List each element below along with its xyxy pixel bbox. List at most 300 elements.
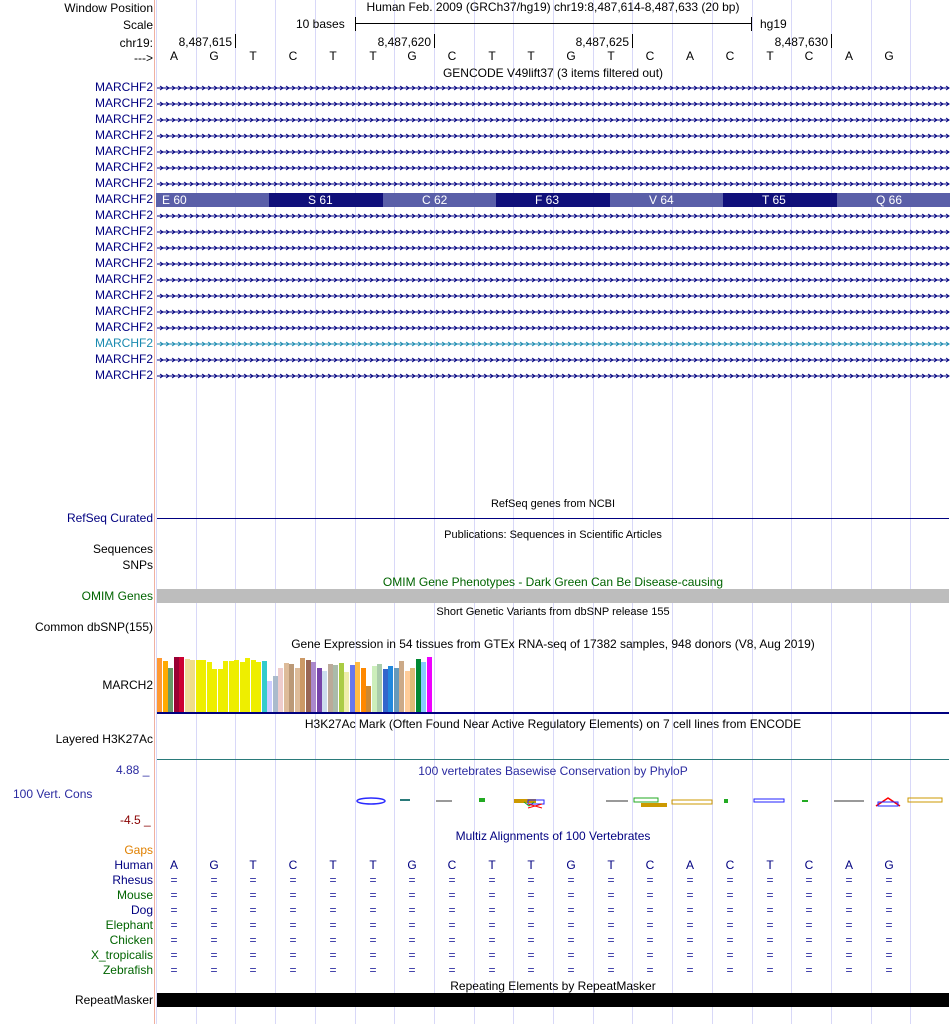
omim-feature[interactable] bbox=[157, 589, 949, 603]
human-base: A bbox=[844, 858, 853, 872]
alignment-match: = bbox=[805, 873, 813, 887]
gencode-row-label[interactable]: MARCHF2 bbox=[94, 352, 153, 366]
alignment-match: = bbox=[369, 888, 377, 902]
alignment-match: = bbox=[766, 888, 774, 902]
gencode-row-label[interactable]: MARCHF2 bbox=[94, 240, 153, 254]
alignment-match: = bbox=[488, 903, 496, 917]
gtex-title: Gene Expression in 54 tissues from GTEx RNA-seq of 17382 samples, 948 donors (V8, Aug 2019) bbox=[291, 637, 815, 651]
gtex-bar[interactable] bbox=[377, 664, 382, 712]
alignment-match: = bbox=[567, 963, 575, 977]
gencode-row-label[interactable]: MARCHF2 bbox=[94, 112, 153, 126]
alignment-match: = bbox=[289, 918, 297, 932]
dbsnp-label[interactable]: Common dbSNP(155) bbox=[34, 620, 153, 634]
scale-text: 10 bases bbox=[296, 17, 345, 31]
species-label[interactable]: Dog bbox=[130, 903, 153, 917]
base: A bbox=[169, 49, 178, 63]
gencode-intron-line[interactable] bbox=[156, 81, 950, 95]
gtex-bar[interactable] bbox=[179, 657, 184, 712]
assembly-title: Human Feb. 2009 (GRCh37/hg19) chr19:8,487,614-8,487,633 (20 bp) bbox=[366, 0, 740, 14]
alignment-match: = bbox=[805, 933, 813, 947]
omim-title: OMIM Gene Phenotypes - Dark Green Can Be Disease-causing bbox=[382, 575, 724, 589]
alignment-match: = bbox=[170, 903, 178, 917]
alignment-match: = bbox=[488, 963, 496, 977]
alignment-match: = bbox=[845, 903, 853, 917]
alignment-match: = bbox=[170, 963, 178, 977]
alignment-match: = bbox=[210, 963, 218, 977]
alignment-match: = bbox=[726, 963, 734, 977]
human-base: T bbox=[249, 858, 257, 872]
alignment-match: = bbox=[249, 948, 257, 962]
alignment-match: = bbox=[488, 888, 496, 902]
coord-label: 8,487,625 bbox=[575, 35, 629, 49]
codon-label: E 60 bbox=[162, 193, 187, 207]
gencode-intron-line[interactable] bbox=[156, 369, 950, 383]
alignment-match: = bbox=[369, 933, 377, 947]
alignment-match: = bbox=[646, 888, 654, 902]
publications-label-sequences[interactable]: Sequences bbox=[92, 542, 153, 556]
alignment-match: = bbox=[766, 963, 774, 977]
base: G bbox=[884, 49, 894, 63]
codon-label: V 64 bbox=[649, 193, 674, 207]
human-base: T bbox=[369, 858, 377, 872]
phylop-mark bbox=[357, 798, 950, 808]
phylop-label[interactable]: 100 Vert. Cons bbox=[13, 787, 93, 801]
human-base: C bbox=[725, 858, 735, 872]
publications-title: Publications: Sequences in Scientific Articles bbox=[444, 529, 662, 541]
alignment-match: = bbox=[766, 918, 774, 932]
base: T bbox=[527, 49, 535, 63]
gtex-bar[interactable] bbox=[421, 662, 426, 712]
human-base: G bbox=[566, 858, 576, 872]
gencode-row-label[interactable]: MARCHF2 bbox=[94, 336, 153, 350]
base: G bbox=[407, 49, 417, 63]
alignment-match: = bbox=[766, 948, 774, 962]
alignment-match: = bbox=[408, 888, 416, 902]
scale-label: Scale bbox=[122, 18, 153, 32]
base: T bbox=[249, 49, 257, 63]
gencode-row-label[interactable]: MARCHF2 bbox=[94, 160, 153, 174]
window-position-label: Window Position bbox=[64, 1, 153, 15]
alignment-match: = bbox=[766, 873, 774, 887]
alignment-match: = bbox=[567, 933, 575, 947]
gtex-bar[interactable] bbox=[300, 658, 305, 712]
alignment-match: = bbox=[805, 903, 813, 917]
species-label[interactable]: Mouse bbox=[116, 888, 153, 902]
codon-label: S 61 bbox=[308, 193, 333, 207]
coord-tick bbox=[831, 34, 832, 48]
alignment-match: = bbox=[408, 873, 416, 887]
phylop-max: 4.88 _ bbox=[116, 763, 150, 777]
gencode-intron-line[interactable] bbox=[156, 241, 950, 255]
dbsnp-title: Short Genetic Variants from dbSNP release 155 bbox=[436, 606, 670, 618]
alignment-match: = bbox=[646, 903, 654, 917]
species-label[interactable]: Elephant bbox=[105, 918, 153, 932]
alignment-match: = bbox=[845, 933, 853, 947]
alignment-match: = bbox=[607, 903, 615, 917]
alignment-match: = bbox=[607, 933, 615, 947]
gtex-bar[interactable] bbox=[322, 671, 327, 712]
alignment-match: = bbox=[567, 903, 575, 917]
alignment-match: = bbox=[249, 918, 257, 932]
alignment-match: = bbox=[726, 873, 734, 887]
gtex-bar[interactable] bbox=[388, 666, 393, 712]
gtex-label[interactable]: MARCH2 bbox=[102, 678, 153, 692]
alignment-match: = bbox=[329, 963, 337, 977]
alignment-match: = bbox=[408, 948, 416, 962]
gencode-intron-line[interactable] bbox=[156, 161, 950, 175]
species-label[interactable]: Chicken bbox=[109, 933, 153, 947]
coord-label: 8,487,620 bbox=[377, 35, 431, 49]
coord-tick bbox=[434, 34, 435, 48]
scale-bar-left-tick bbox=[355, 17, 356, 31]
codon[interactable] bbox=[383, 193, 497, 207]
gtex-bar[interactable] bbox=[234, 660, 239, 712]
gencode-row-label[interactable]: MARCHF2 bbox=[94, 304, 153, 318]
alignment-match: = bbox=[210, 903, 218, 917]
alignment-match: = bbox=[210, 888, 218, 902]
gtex-bar[interactable] bbox=[289, 664, 294, 712]
alignment-match: = bbox=[170, 948, 178, 962]
alignment-match: = bbox=[527, 918, 535, 932]
human-base: C bbox=[645, 858, 655, 872]
gtex-bar[interactable] bbox=[245, 658, 250, 712]
base: T bbox=[488, 49, 496, 63]
alignment-match: = bbox=[408, 963, 416, 977]
gtex-bar[interactable] bbox=[267, 681, 272, 712]
h3k27ac-label[interactable]: Layered H3K27Ac bbox=[55, 732, 153, 746]
alignment-match: = bbox=[170, 873, 178, 887]
omim-label[interactable]: OMIM Genes bbox=[81, 589, 153, 603]
gtex-bar[interactable] bbox=[201, 660, 206, 712]
alignment-match: = bbox=[686, 888, 694, 902]
gtex-bar[interactable] bbox=[190, 660, 195, 712]
gtex-bar[interactable] bbox=[168, 668, 173, 712]
alignment-match: = bbox=[766, 933, 774, 947]
gencode-row-label[interactable]: MARCHF2 bbox=[94, 192, 153, 206]
alignment-match: = bbox=[369, 963, 377, 977]
human-base: C bbox=[288, 858, 298, 872]
phylop-title: 100 vertebrates Basewise Conservation by PhyloP bbox=[418, 764, 688, 778]
repeatmasker-feature[interactable] bbox=[157, 993, 949, 1007]
alignment-match: = bbox=[726, 918, 734, 932]
alignment-match: = bbox=[646, 873, 654, 887]
gencode-intron-line[interactable] bbox=[156, 97, 950, 111]
human-base: T bbox=[488, 858, 496, 872]
alignment-match: = bbox=[726, 888, 734, 902]
codon[interactable] bbox=[610, 193, 724, 207]
gencode-row-label[interactable]: MARCHF2 bbox=[94, 224, 153, 238]
human-base: C bbox=[804, 858, 814, 872]
alignment-match: = bbox=[488, 933, 496, 947]
alignment-match: = bbox=[329, 903, 337, 917]
gencode-intron-line[interactable] bbox=[156, 257, 950, 271]
alignment-match: = bbox=[170, 933, 178, 947]
alignment-match: = bbox=[527, 873, 535, 887]
alignment-match: = bbox=[289, 933, 297, 947]
gtex-bar[interactable] bbox=[344, 672, 349, 712]
human-base: T bbox=[766, 858, 774, 872]
phylop-min: -4.5 _ bbox=[120, 813, 151, 827]
refseq-feature[interactable] bbox=[157, 518, 949, 519]
scale-bar-right-tick bbox=[751, 17, 752, 31]
gencode-row-label[interactable]: MARCHF2 bbox=[94, 320, 153, 334]
refseq-label[interactable]: RefSeq Curated bbox=[66, 511, 153, 525]
gtex-bar[interactable] bbox=[212, 669, 217, 712]
species-label[interactable]: Rhesus bbox=[112, 873, 153, 887]
gtex-bar[interactable] bbox=[157, 658, 162, 712]
codon[interactable] bbox=[496, 193, 610, 207]
alignment-match: = bbox=[289, 903, 297, 917]
alignment-match: = bbox=[845, 963, 853, 977]
refseq-title: RefSeq genes from NCBI bbox=[490, 498, 616, 510]
alignment-match: = bbox=[369, 873, 377, 887]
alignment-match: = bbox=[726, 933, 734, 947]
alignment-match: = bbox=[210, 873, 218, 887]
alignment-match: = bbox=[408, 903, 416, 917]
alignment-match: = bbox=[289, 948, 297, 962]
gencode-intron-line[interactable] bbox=[156, 305, 950, 319]
gencode-row-label[interactable]: MARCHF2 bbox=[94, 272, 153, 286]
coord-label: 8,487,615 bbox=[178, 35, 232, 49]
alignment-match: = bbox=[885, 963, 893, 977]
codon-label: T 65 bbox=[762, 193, 786, 207]
base: A bbox=[844, 49, 853, 63]
alignment-match: = bbox=[289, 888, 297, 902]
human-base: G bbox=[209, 858, 219, 872]
codon-label: Q 66 bbox=[876, 193, 903, 207]
gencode-row-label[interactable]: MARCHF2 bbox=[94, 288, 153, 302]
h3k27ac-title: H3K27Ac Mark (Often Found Near Active Regulatory Elements) on 7 cell lines from ENCODE bbox=[304, 717, 802, 731]
alignment-match: = bbox=[329, 873, 337, 887]
alignment-match: = bbox=[766, 903, 774, 917]
alignment-match: = bbox=[845, 873, 853, 887]
gtex-bar[interactable] bbox=[427, 657, 432, 712]
alignment-match: = bbox=[607, 948, 615, 962]
alignment-match: = bbox=[607, 963, 615, 977]
gtex-bar[interactable] bbox=[333, 665, 338, 712]
gencode-intron-line[interactable] bbox=[156, 209, 950, 223]
alignment-match: = bbox=[845, 948, 853, 962]
alignment-match: = bbox=[289, 873, 297, 887]
alignment-match: = bbox=[567, 888, 575, 902]
alignment-match: = bbox=[329, 933, 337, 947]
human-base: C bbox=[447, 858, 457, 872]
alignment-match: = bbox=[845, 918, 853, 932]
repeatmasker-title: Repeating Elements by RepeatMasker bbox=[450, 979, 656, 993]
alignment-match: = bbox=[527, 933, 535, 947]
strand-label: ---> bbox=[134, 51, 153, 65]
base: G bbox=[566, 49, 576, 63]
alignment-match: = bbox=[448, 918, 456, 932]
alignment-match: = bbox=[885, 903, 893, 917]
gtex-bar[interactable] bbox=[278, 668, 283, 712]
base: T bbox=[369, 49, 377, 63]
codon[interactable] bbox=[156, 193, 270, 207]
h3k27ac-baseline bbox=[157, 759, 949, 760]
gencode-intron-line[interactable] bbox=[156, 337, 950, 351]
alignment-match: = bbox=[805, 888, 813, 902]
alignment-match: = bbox=[488, 918, 496, 932]
alignment-match: = bbox=[686, 933, 694, 947]
gencode-intron-line[interactable] bbox=[156, 273, 950, 287]
alignment-match: = bbox=[607, 873, 615, 887]
alignment-match: = bbox=[369, 948, 377, 962]
alignment-match: = bbox=[845, 888, 853, 902]
base: G bbox=[209, 49, 219, 63]
scale-db: hg19 bbox=[760, 17, 787, 31]
alignment-match: = bbox=[448, 948, 456, 962]
alignment-match: = bbox=[329, 948, 337, 962]
gencode-intron-line[interactable] bbox=[156, 177, 950, 191]
gtex-baseline bbox=[157, 712, 949, 714]
alignment-match: = bbox=[686, 918, 694, 932]
human-base: A bbox=[169, 858, 178, 872]
gencode-intron-line[interactable] bbox=[156, 353, 950, 367]
gtex-bar[interactable] bbox=[366, 686, 371, 712]
species-label[interactable]: X_tropicalis bbox=[90, 948, 153, 962]
gencode-intron-line[interactable] bbox=[156, 145, 950, 159]
alignment-match: = bbox=[646, 933, 654, 947]
coord-label: 8,487,630 bbox=[774, 35, 828, 49]
alignment-match: = bbox=[885, 873, 893, 887]
alignment-match: = bbox=[408, 918, 416, 932]
alignment-match: = bbox=[329, 888, 337, 902]
alignment-match: = bbox=[646, 918, 654, 932]
human-base: T bbox=[607, 858, 615, 872]
gencode-row-label[interactable]: MARCHF2 bbox=[94, 128, 153, 142]
alignment-match: = bbox=[686, 948, 694, 962]
coord-tick bbox=[235, 34, 236, 48]
publications-label-snps[interactable]: SNPs bbox=[122, 558, 153, 572]
alignment-match: = bbox=[249, 873, 257, 887]
codon-label: C 62 bbox=[422, 193, 448, 207]
base: C bbox=[447, 49, 457, 63]
alignment-match: = bbox=[369, 918, 377, 932]
alignment-match: = bbox=[448, 903, 456, 917]
alignment-match: = bbox=[210, 948, 218, 962]
gencode-intron-line[interactable] bbox=[156, 321, 950, 335]
alignment-match: = bbox=[488, 948, 496, 962]
alignment-match: = bbox=[726, 903, 734, 917]
base: C bbox=[288, 49, 298, 63]
alignment-match: = bbox=[488, 873, 496, 887]
human-base: G bbox=[884, 858, 894, 872]
alignment-match: = bbox=[329, 918, 337, 932]
phylop-glyphs[interactable] bbox=[156, 790, 950, 814]
alignment-match: = bbox=[646, 948, 654, 962]
gtex-bar[interactable] bbox=[355, 662, 360, 712]
alignment-match: = bbox=[567, 948, 575, 962]
codon[interactable] bbox=[269, 193, 383, 207]
gencode-title: GENCODE V49lift37 (3 items filtered out) bbox=[442, 66, 664, 80]
alignment-match: = bbox=[885, 918, 893, 932]
base: T bbox=[766, 49, 774, 63]
alignment-match: = bbox=[686, 903, 694, 917]
gencode-row-label[interactable]: MARCHF2 bbox=[94, 96, 153, 110]
alignment-match: = bbox=[885, 933, 893, 947]
alignment-match: = bbox=[249, 888, 257, 902]
alignment-match: = bbox=[885, 948, 893, 962]
coord-tick bbox=[632, 34, 633, 48]
alignment-match: = bbox=[210, 918, 218, 932]
alignment-match: = bbox=[607, 888, 615, 902]
gencode-row-label[interactable]: MARCHF2 bbox=[94, 256, 153, 270]
gtex-bar[interactable] bbox=[399, 661, 404, 712]
codon[interactable] bbox=[723, 193, 837, 207]
alignment-match: = bbox=[448, 888, 456, 902]
gencode-intron-line[interactable] bbox=[156, 289, 950, 303]
gencode-row-label[interactable]: MARCHF2 bbox=[94, 80, 153, 94]
base: C bbox=[725, 49, 735, 63]
alignment-match: = bbox=[567, 873, 575, 887]
gencode-row-label[interactable]: MARCHF2 bbox=[94, 368, 153, 382]
alignment-match: = bbox=[567, 918, 575, 932]
repeatmasker-label[interactable]: RepeatMasker bbox=[74, 993, 153, 1007]
alignment-match: = bbox=[686, 963, 694, 977]
alignment-match: = bbox=[885, 888, 893, 902]
human-base: T bbox=[527, 858, 535, 872]
gtex-bar[interactable] bbox=[256, 662, 261, 712]
gtex-bar[interactable] bbox=[311, 662, 316, 712]
alignment-match: = bbox=[289, 963, 297, 977]
species-label[interactable]: Human bbox=[114, 858, 153, 872]
gencode-row-label[interactable]: MARCHF2 bbox=[94, 176, 153, 190]
gencode-intron-line[interactable] bbox=[156, 129, 950, 143]
alignment-match: = bbox=[210, 933, 218, 947]
gencode-intron-line[interactable] bbox=[156, 225, 950, 239]
base: C bbox=[645, 49, 655, 63]
codon[interactable] bbox=[837, 193, 950, 207]
chrom-label: chr19: bbox=[119, 36, 153, 50]
human-base: T bbox=[329, 858, 337, 872]
gtex-bar[interactable] bbox=[410, 668, 415, 712]
gencode-row-label[interactable]: MARCHF2 bbox=[94, 208, 153, 222]
alignment-match: = bbox=[249, 933, 257, 947]
human-base: A bbox=[685, 858, 694, 872]
alignment-match: = bbox=[408, 933, 416, 947]
gtex-bar[interactable] bbox=[223, 661, 228, 712]
alignment-match: = bbox=[726, 948, 734, 962]
alignment-match: = bbox=[527, 903, 535, 917]
base: C bbox=[804, 49, 814, 63]
alignment-match: = bbox=[527, 888, 535, 902]
alignment-match: = bbox=[448, 873, 456, 887]
base: A bbox=[685, 49, 694, 63]
multiz-gaps-label[interactable]: Gaps bbox=[124, 843, 153, 857]
alignment-match: = bbox=[805, 963, 813, 977]
alignment-match: = bbox=[249, 903, 257, 917]
base: T bbox=[329, 49, 337, 63]
alignment-match: = bbox=[369, 903, 377, 917]
alignment-match: = bbox=[607, 918, 615, 932]
alignment-match: = bbox=[170, 888, 178, 902]
alignment-match: = bbox=[448, 963, 456, 977]
human-base: G bbox=[407, 858, 417, 872]
species-label[interactable]: Zebrafish bbox=[102, 963, 153, 977]
alignment-match: = bbox=[646, 963, 654, 977]
alignment-match: = bbox=[805, 948, 813, 962]
base: T bbox=[607, 49, 615, 63]
gencode-intron-line[interactable] bbox=[156, 113, 950, 127]
alignment-match: = bbox=[249, 963, 257, 977]
multiz-title: Multiz Alignments of 100 Vertebrates bbox=[455, 829, 651, 843]
gencode-row-label[interactable]: MARCHF2 bbox=[94, 144, 153, 158]
alignment-match: = bbox=[448, 933, 456, 947]
alignment-match: = bbox=[805, 918, 813, 932]
scale-bar bbox=[355, 23, 751, 24]
alignment-match: = bbox=[527, 963, 535, 977]
alignment-match: = bbox=[170, 918, 178, 932]
